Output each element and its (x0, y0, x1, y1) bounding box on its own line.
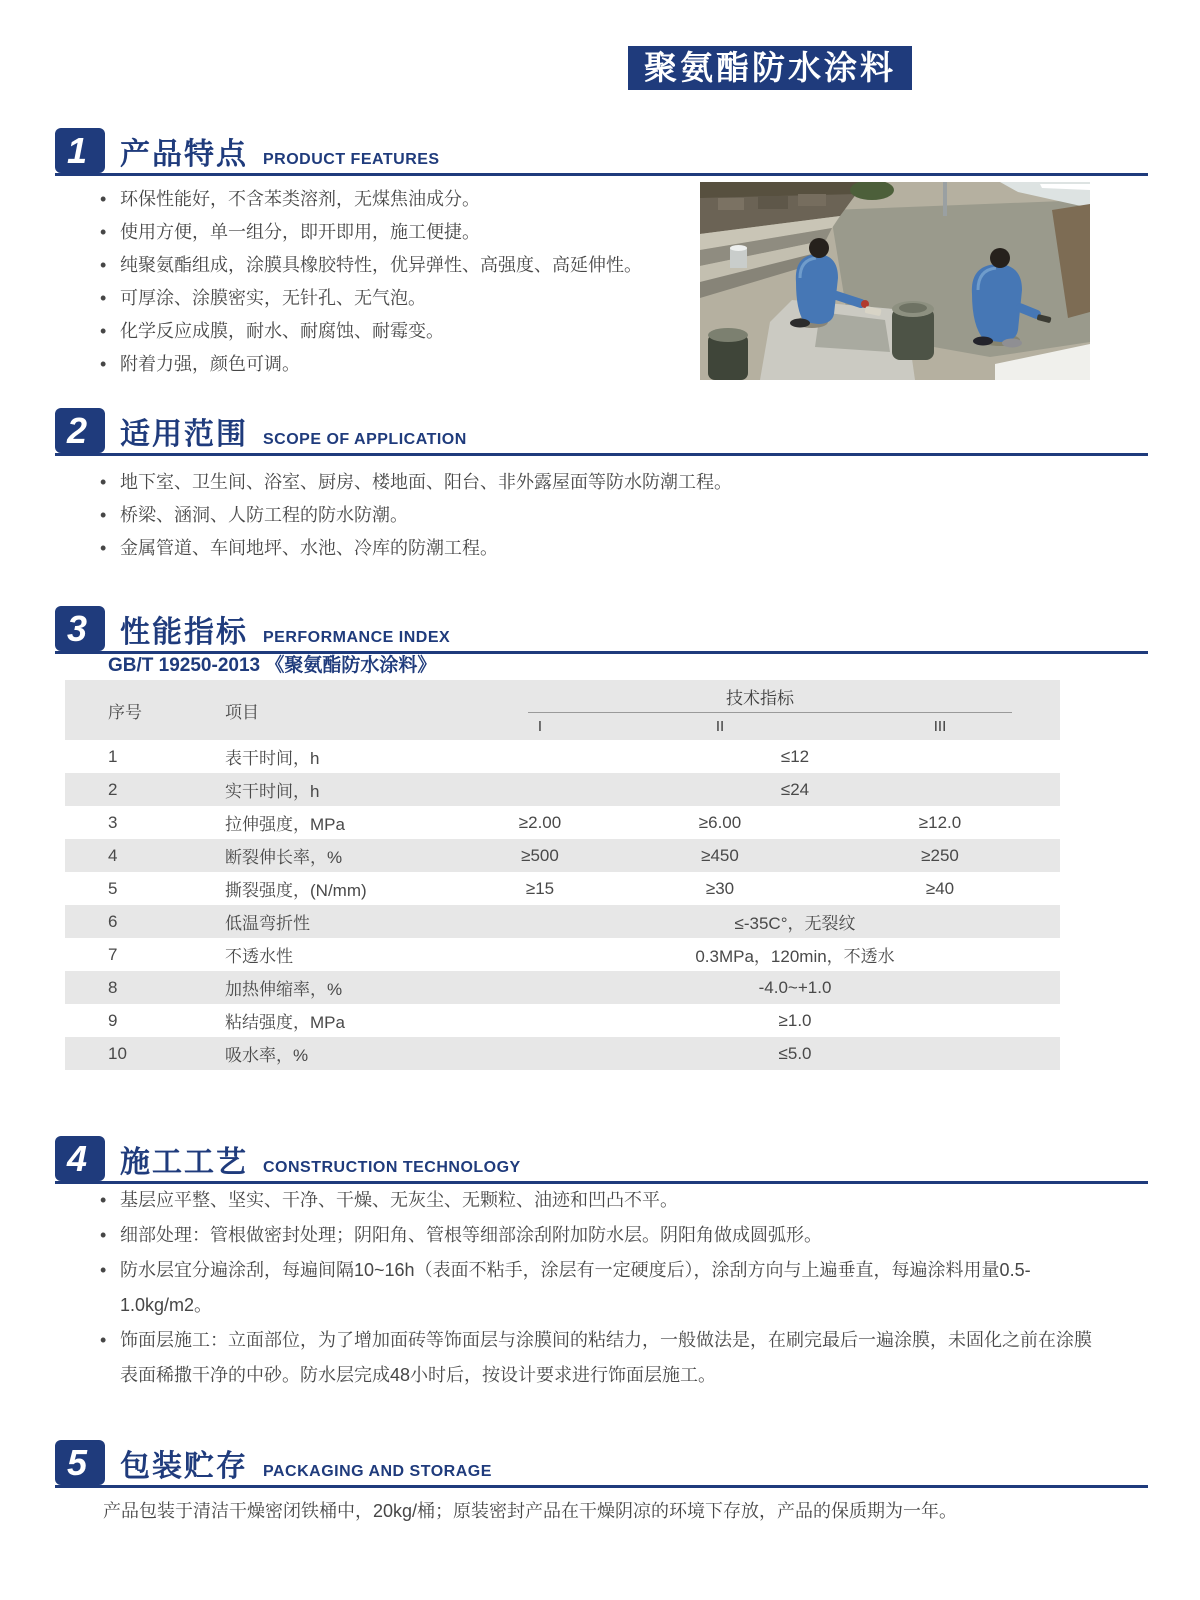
section-1-number: 1 (55, 128, 105, 173)
cell-value: -4.0~+1.0 (460, 971, 1060, 1004)
cell-value: ≥40 (925, 878, 955, 898)
section-2-header (55, 408, 1148, 456)
bullet-item: • 防水层宜分遍涂刮，每遍间隔10~16h（表面不粘手，涂层有一定硬度后），涂刮方向与上遍垂直，每遍涂料用量0.5-1.0kg/m2。 (98, 1253, 1103, 1323)
page-title: 聚氨酯防水涂料 (628, 46, 912, 90)
bullet-item: • 地下室、卫生间、浴室、厨房、楼地面、阳台、非外露屋面等防水防潮工程。 (98, 466, 878, 499)
cell-seq: 4 (65, 839, 190, 872)
section-2-subtitle: SCOPE OF APPLICATION (263, 431, 467, 448)
column-header-type-2: II (620, 713, 820, 740)
cell-value: ≥1.0 (778, 1010, 812, 1030)
bullet-item: • 桥梁、涵洞、人防工程的防水防潮。 (98, 499, 878, 532)
section-5-subtitle: PACKAGING AND STORAGE (263, 1463, 492, 1480)
section-4-number: 4 (55, 1136, 105, 1181)
table-row (65, 1004, 1060, 1037)
cell-value: ≥6.00 (698, 812, 742, 832)
column-header-type-1: I (460, 713, 620, 740)
section-3-header (55, 606, 1148, 654)
cell-seq: 7 (108, 944, 118, 964)
product-features-list (98, 183, 698, 381)
cell-seq: 5 (108, 878, 118, 898)
cell-item: 断裂伸长率，% (190, 839, 460, 872)
cell-value: ≥450 (620, 839, 820, 872)
section-1-header (55, 128, 1148, 176)
section-5-title: 包装贮存 (120, 1450, 248, 1483)
photo-illustration (700, 182, 1090, 380)
cell-value: ≥2.00 (518, 812, 562, 832)
cell-item: 吸水率，% (190, 1037, 460, 1070)
column-header-seq: 序号 (65, 680, 190, 740)
cell-value: ≤12 (780, 746, 810, 766)
bullet-item: • 金属管道、车间地坪、水池、冷库的防潮工程。 (98, 532, 878, 565)
cell-value: ≥30 (705, 878, 735, 898)
standard-reference: GB/T 19250-2013 《聚氨酯防水涂料》 (108, 655, 437, 676)
cell-seq: 1 (108, 746, 118, 766)
cell-seq: 2 (65, 773, 190, 806)
cell-seq: 3 (108, 812, 118, 832)
section-1-title: 产品特点 (120, 138, 248, 171)
cell-item: 粘结强度，MPa (225, 1013, 345, 1032)
cell-item: 加热伸缩率，% (190, 971, 460, 1004)
cell-item: 低温弯折性 (190, 905, 460, 938)
cell-item: 不透水性 (225, 947, 293, 966)
cell-value: ≥15 (525, 878, 555, 898)
section-4-subtitle: CONSTRUCTION TECHNOLOGY (263, 1159, 521, 1176)
performance-index-table (65, 680, 1060, 1070)
bullet-item: • 细部处理：管根做密封处理；阴阳角、管根等细部涂刮附加防水层。阴阳角做成圆弧形。 (98, 1218, 1103, 1253)
bullet-item: • 化学反应成膜，耐水、耐腐蚀、耐霉变。 (98, 315, 698, 348)
section-4-header (55, 1136, 1148, 1184)
column-header-item: 项目 (190, 680, 460, 740)
paint-barrel-icon (892, 301, 934, 360)
section-5-number: 5 (55, 1440, 105, 1485)
column-header-type-3: III (820, 713, 1060, 740)
bullet-item: • 可厚涂、涂膜密实，无针孔、无气泡。 (98, 282, 698, 315)
paint-bucket-icon (730, 245, 747, 268)
bullet-item: • 纯聚氨酯组成，涂膜具橡胶特性，优异弹性、高强度、高延伸性。 (98, 249, 698, 282)
table-row (65, 839, 1060, 872)
cell-seq: 8 (65, 971, 190, 1004)
cell-value: ≤24 (460, 773, 1060, 806)
section-2-number: 2 (55, 408, 105, 453)
table-row (65, 773, 1060, 806)
table-row (65, 905, 1060, 938)
cell-item: 实干时间，h (190, 773, 460, 806)
bullet-item: • 饰面层施工：立面部位，为了增加面砖等饰面层与涂膜间的粘结力，一般做法是，在刷完最后一遍涂膜，未固化之前在涂膜表面稀撒干净的中砂。防水层完成48小时后，按设计要求进行饰面层施工。 (98, 1323, 1103, 1393)
construction-technology-list (98, 1183, 1103, 1393)
section-2-title: 适用范围 (120, 418, 248, 451)
section-5-header (55, 1440, 1148, 1488)
section-3-title: 性能指标 (120, 616, 248, 649)
bullet-item: • 使用方便，单一组分，即开即用，施工便捷。 (98, 216, 698, 249)
table-row (65, 740, 1060, 773)
table-row (65, 971, 1060, 1004)
cell-value: ≥500 (460, 839, 620, 872)
cell-item: 表干时间，h (225, 749, 320, 768)
cell-item: 拉伸强度，MPa (225, 815, 345, 834)
cell-seq: 9 (108, 1010, 118, 1030)
cell-value: ≤-35C°，无裂纹 (460, 905, 1060, 938)
bullet-item: • 环保性能好，不含苯类溶剂，无煤焦油成分。 (98, 183, 698, 216)
column-header-tech: 技术指标 (460, 680, 1060, 713)
cell-value: 0.3MPa，120min，不透水 (695, 947, 895, 966)
application-scope-list (98, 466, 878, 565)
section-4-title: 施工工艺 (120, 1146, 248, 1179)
cell-value: ≤5.0 (460, 1037, 1060, 1070)
bullet-item: • 附着力强，颜色可调。 (98, 348, 698, 381)
cell-seq: 10 (65, 1037, 190, 1070)
table-row (65, 938, 1060, 971)
cell-value: ≥250 (820, 839, 1060, 872)
cell-seq: 6 (65, 905, 190, 938)
packaging-storage-text: 产品包装于清洁干燥密闭铁桶中，20kg/桶；原装密封产品在干燥阴凉的环境下存放，产品的保质期为一年。 (103, 1501, 958, 1521)
cell-item: 撕裂强度，(N/mm) (225, 881, 367, 900)
product-photo (700, 182, 1090, 380)
table-row (65, 872, 1060, 905)
paint-barrel-icon (708, 328, 748, 380)
bullet-item: • 基层应平整、坚实、干净、干燥、无灰尘、无颗粒、油迹和凹凸不平。 (98, 1183, 1103, 1218)
cell-value: ≥12.0 (918, 812, 962, 832)
section-3-subtitle: PERFORMANCE INDEX (263, 629, 451, 646)
table-row (65, 806, 1060, 839)
table-row (65, 1037, 1060, 1070)
section-3-number: 3 (55, 606, 105, 651)
section-1-subtitle: PRODUCT FEATURES (263, 151, 440, 168)
